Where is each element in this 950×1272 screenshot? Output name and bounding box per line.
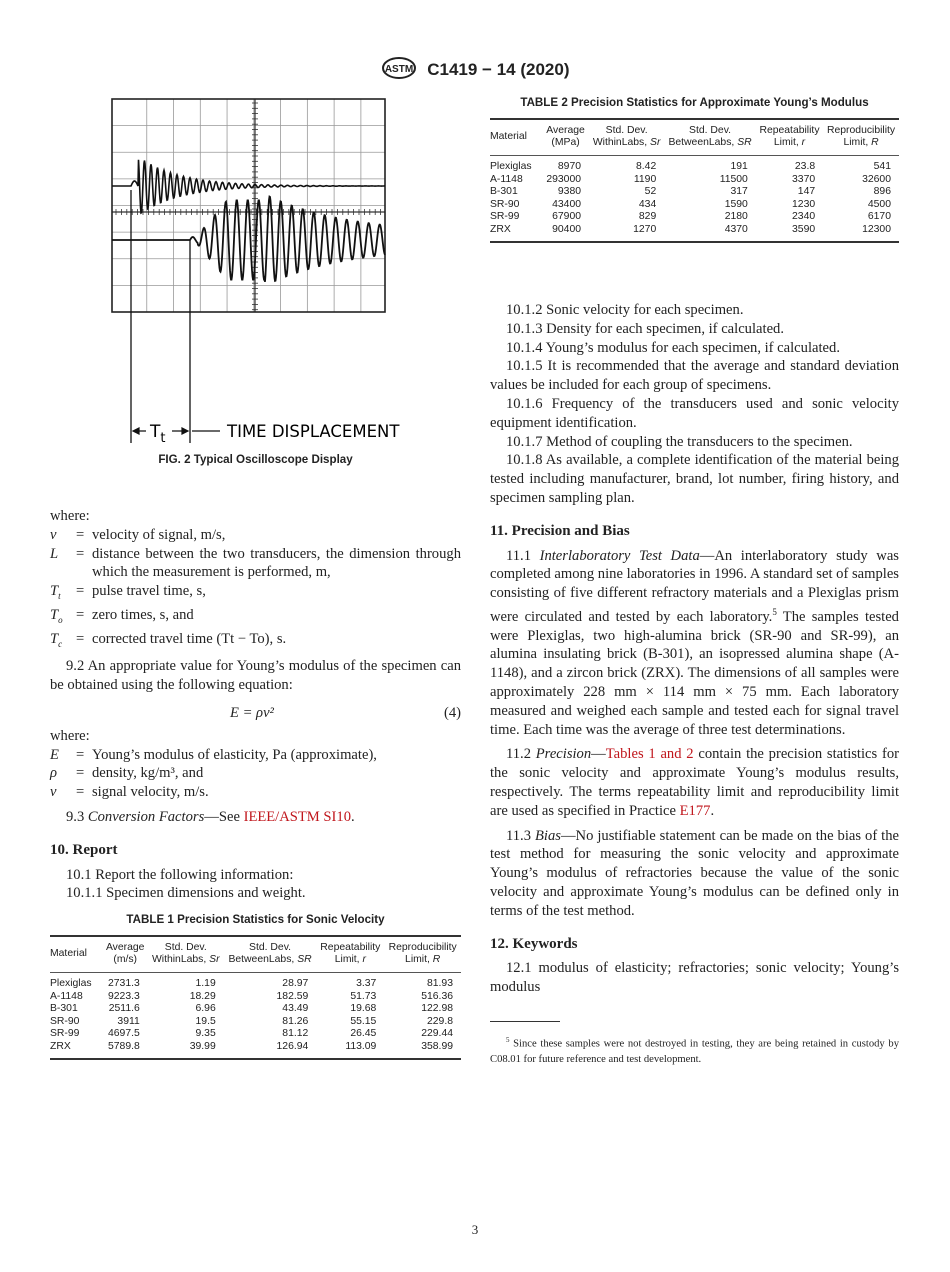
table-cell: 4370: [724, 223, 748, 235]
table-cell: 6.96: [195, 1003, 216, 1015]
variable-definitions: [50, 526, 461, 654]
paragraph-11-1: 11.1 Interlaboratory Test Data—An interlaboratory study was completed among nine laboratories in 1996. A standard set of samples consisting of five different refractory materials and a Plexiglas prism were circulated and tested by each laboratory.$^5$ The samples tested were Plexiglas, two high-alumina brick (SR-90 and SR-99), an alumina insulating brick (B-301), an isopressed alumina shape (A-1148), and a zircon brick (ZRX). The dimensions of all samples were approximately 228 mm × 114 mm × 75 mm. Each laboratory measured and weighed each sample and tested each for signal travel time. Each time was the average of three test determinations.: [490, 547, 899, 738]
table-cell: 191: [730, 160, 748, 172]
table-row: [490, 186, 899, 199]
symbol: L: [50, 545, 59, 562]
table-cell: 122.98: [421, 1003, 453, 1015]
table-cell: 3911: [117, 1015, 140, 1027]
oscilloscope-figure: [100, 90, 410, 470]
column-header: Material: [50, 948, 87, 960]
table-cell: B-301: [50, 1003, 78, 1015]
table-cell: 19.68: [350, 1003, 377, 1015]
table-cell: 43400: [552, 198, 582, 210]
where-label: where:: [50, 727, 90, 744]
table-cell: 51.73: [350, 990, 377, 1002]
table-2-title: TABLE 2 Precision Statistics for Approximate Young’s Modulus: [520, 96, 869, 109]
right-column: [490, 301, 899, 1068]
table-cell: 43.49: [282, 1003, 309, 1015]
footnote-5: $^5$ Since these samples were not destroyed in testing, they are being retained in custody by C08.01 for future reference and test development.: [490, 1035, 899, 1066]
bottom-waveform: [112, 197, 385, 282]
table-cell: 147: [797, 186, 816, 198]
paragraph-10-1-5: 10.1.5 It is recommended that the average and standard deviation values be included for each group of specimens.: [490, 358, 899, 394]
table-cell: 5789.8: [107, 1040, 140, 1052]
definition-item: $T_c$ = corrected travel time (Tt − To), s.: [50, 630, 461, 654]
table-cell: 9380: [557, 186, 582, 198]
variable-definitions: [50, 746, 461, 802]
table-cell: 896: [873, 186, 891, 198]
table-cell: SR-90: [50, 1015, 80, 1027]
table-cell: Plexiglas: [50, 977, 92, 989]
table-cell: 229.8: [426, 1015, 453, 1027]
figure-caption: FIG. 2 Typical Oscilloscope Display: [158, 453, 353, 466]
page-number: 3: [471, 1222, 479, 1237]
table-cell: 293000: [546, 173, 582, 185]
table-cell: 4697.5: [107, 1028, 140, 1040]
column-header: Material: [490, 131, 527, 143]
table-cell: 317: [730, 186, 748, 198]
table-row: [50, 972, 461, 990]
table-cell: 32600: [862, 173, 891, 185]
paragraph-10-1-3: 10.1.3 Density for each specimen, if calculated.: [506, 320, 784, 337]
column-header: Reproducibility Limit, R: [388, 941, 457, 966]
table-cell: 182.59: [276, 990, 309, 1002]
table-cell: 9223.3: [107, 990, 140, 1002]
column-header: Std. Dev. WithinLabs, Sr: [151, 941, 220, 966]
table-cell: SR-99: [490, 211, 520, 223]
table-cell: 126.94: [276, 1040, 309, 1052]
paragraph-12-1: 12.1 modulus of elasticity; refractories; sonic velocity; Young’s modulus: [490, 960, 899, 996]
si10-link[interactable]: IEEE/ASTM SI10: [243, 809, 352, 826]
definition-item: $T_t$ = pulse travel time, s,: [50, 582, 461, 606]
definition-item: v = signal velocity, m/s.: [50, 783, 461, 802]
table-2: [490, 94, 899, 243]
table-cell: 39.99: [189, 1040, 216, 1052]
table-cell: 19.5: [195, 1015, 216, 1027]
table-cell: 6170: [867, 211, 891, 223]
symbol: $T_o$: [50, 606, 63, 625]
table-cell: 11500: [719, 173, 748, 185]
paragraph-10-1-6: 10.1.6 Frequency of the transducers used and sonic velocity equipment identification.: [490, 395, 899, 431]
paragraph-10-1-8: 10.1.8 As available, a complete identification of the material being tested including manufacturer, brand, lot number, firing history, and specimen sampling plan.: [490, 452, 899, 506]
table-cell: 1270: [633, 223, 657, 235]
table-row: [50, 1016, 461, 1029]
table-cell: 2511.6: [108, 1003, 140, 1015]
table-cell: 541: [873, 160, 891, 172]
table-cell: 1.19: [195, 977, 216, 989]
paragraph-11-2: 11.2 Precision—Tables 1 and 2 contain the precision statistics for the sonic velocity and approximate Young’s modulus results, respectively. The terms repeatability limit and reproducibility limit are used as specified in Practice E177.: [490, 746, 899, 819]
definition-item: E = Young’s modulus of elasticity, Pa (approximate),: [50, 746, 461, 765]
table-cell: 2731.3: [107, 977, 140, 989]
table-row: [490, 211, 899, 224]
table-cell: 23.8: [794, 160, 816, 172]
paragraph-10-1-4: 10.1.4 Young’s modulus for each specimen, if calculated.: [506, 339, 840, 356]
table-cell: 3370: [792, 173, 816, 185]
table-cell: 26.45: [350, 1028, 377, 1040]
column-header: Reproducibility Limit, R: [826, 124, 896, 149]
table-cell: 516.36: [421, 990, 453, 1002]
table-header-row: [490, 119, 899, 156]
table-cell: 434: [638, 198, 657, 210]
table-cell: 55.15: [350, 1015, 377, 1027]
table-row: [50, 991, 461, 1004]
definition-item: $T_o$ = zero times, s, and: [50, 606, 461, 630]
e177-link[interactable]: E177: [679, 802, 711, 819]
table-cell: 28.97: [282, 977, 309, 989]
column-header: Repeatability Limit, r: [320, 941, 381, 966]
table-row: [50, 1041, 461, 1059]
symbol: ρ: [50, 765, 58, 782]
table-cell: 4500: [867, 198, 891, 210]
column-header: Average (m/s): [105, 941, 145, 966]
column-header: Std. Dev. WithinLabs, Sr: [592, 124, 661, 149]
table-cell: 3590: [792, 223, 816, 235]
table-cell: ZRX: [50, 1040, 71, 1052]
table-cell: 67900: [552, 211, 582, 223]
paragraph-10-1-1: 10.1.1 Specimen dimensions and weight.: [66, 885, 306, 902]
table-row: [490, 199, 899, 212]
column-header: Std. Dev. BetweenLabs, SR: [228, 941, 312, 966]
symbol: v: [50, 526, 57, 543]
table-cell: 1190: [633, 173, 657, 185]
tables-link[interactable]: Tables 1 and 2: [605, 746, 694, 763]
paragraph-10-1: 10.1 Report the following information:: [66, 866, 294, 883]
definition-text: pulse travel time, s,: [92, 583, 206, 600]
definition-text: Young’s modulus of elasticity, Pa (approximate),: [92, 746, 377, 763]
table-row: [50, 1028, 461, 1041]
equation-4: [50, 699, 461, 729]
table-cell: 113.09: [345, 1040, 377, 1052]
definition-item: L = distance between the two transducers, the dimension through which the measurement is performed, m,: [50, 545, 461, 581]
table-cell: 9.35: [195, 1028, 216, 1040]
table-cell: Plexiglas: [490, 160, 532, 172]
paragraph-10-1-7: 10.1.7 Method of coupling the transducers to the specimen.: [506, 433, 853, 450]
paragraph-11-3: 11.3 Bias—No justifiable statement can be made on the bias of the test method for measuring the sonic velocity and approximate Young’s modulus of refractories because the value of the sonic velocity and approximate Young’s modulus can be defined only in terms of the test method.: [490, 827, 899, 919]
table-cell: B-301: [490, 186, 518, 198]
table-cell: 358.99: [421, 1040, 453, 1052]
column-header: Average (MPa): [546, 124, 585, 149]
definition-text: zero times, s, and: [92, 606, 194, 623]
page-header: [0, 56, 950, 85]
table-cell: 2340: [792, 211, 816, 223]
table-cell: SR-90: [490, 198, 520, 210]
table-row: [50, 1003, 461, 1016]
definition-text: corrected travel time (Tt − To), s.: [92, 630, 287, 647]
paragraph-9-2: 9.2 An appropriate value for Young’s modulus of the specimen can be obtained using the following equation:: [50, 658, 461, 694]
tt-arrows: [133, 428, 220, 434]
table-cell: 1590: [724, 198, 748, 210]
definition-item: ρ = density, kg/m³, and: [50, 764, 461, 783]
left-column: [50, 507, 461, 903]
symbol: $T_t$: [50, 583, 61, 602]
equation: E = ρv²: [230, 704, 274, 721]
footnote-rule: [490, 1021, 560, 1022]
table-cell: A-1148: [490, 173, 523, 185]
symbol: v: [50, 784, 57, 801]
table-row: [490, 155, 899, 173]
section-10-heading: 10. Report: [50, 841, 118, 858]
table-cell: 2180: [724, 211, 748, 223]
table-cell: ZRX: [490, 223, 511, 235]
section-12-heading: 12. Keywords: [490, 935, 578, 952]
table-1: [50, 911, 461, 1060]
table-row: [490, 224, 899, 242]
table-cell: 81.93: [426, 977, 453, 989]
table-cell: 52: [644, 186, 657, 198]
table-row: [490, 174, 899, 187]
time-displacement-label: TIME DISPLACEMENT: [227, 422, 400, 441]
definition-text: distance between the two transducers, the dimension through which the measurement is performed, m,: [92, 545, 461, 581]
table-1-title: TABLE 1 Precision Statistics for Sonic Velocity: [126, 913, 385, 926]
definition-text: signal velocity, m/s.: [92, 784, 209, 801]
where-label: where:: [50, 508, 90, 524]
table-cell: SR-99: [50, 1028, 80, 1040]
paragraph-9-3: 9.3 Conversion Factors—See IEEE/ASTM SI10.: [66, 809, 355, 826]
paragraph-10-1-2: 10.1.2 Sonic velocity for each specimen.: [506, 302, 744, 318]
table-cell: 12300: [862, 223, 891, 235]
astm-logo-icon: [381, 56, 417, 85]
equation-number: (4): [443, 704, 461, 721]
table-cell: 1230: [792, 198, 816, 210]
table-cell: 229.44: [421, 1028, 453, 1040]
tt-label: $T_t$: [150, 422, 166, 446]
definition-item: v = velocity of signal, m/s,: [50, 526, 461, 545]
table-header-row: [50, 936, 461, 973]
table-cell: 3.37: [356, 977, 377, 989]
column-header: Std. Dev. BetweenLabs, SR: [668, 124, 752, 149]
table-cell: 8970: [557, 160, 582, 172]
section-11-heading: 11. Precision and Bias: [490, 522, 630, 539]
symbol: E: [50, 746, 59, 763]
svg-text:ASTM: ASTM: [384, 64, 413, 75]
table-cell: 81.12: [282, 1028, 309, 1040]
table-cell: 18.29: [189, 990, 216, 1002]
table-cell: 90400: [552, 223, 582, 235]
definition-text: density, kg/m³, and: [92, 765, 204, 782]
designation: C1419 − 14 (2020): [427, 59, 570, 79]
column-header: Repeatability Limit, r: [759, 124, 820, 149]
table-cell: 8.42: [636, 160, 657, 172]
table-cell: 81.26: [282, 1015, 309, 1027]
table-cell: 829: [638, 211, 657, 223]
symbol: $T_c$: [50, 630, 63, 649]
table-cell: A-1148: [50, 990, 83, 1002]
definition-text: velocity of signal, m/s,: [92, 526, 226, 543]
